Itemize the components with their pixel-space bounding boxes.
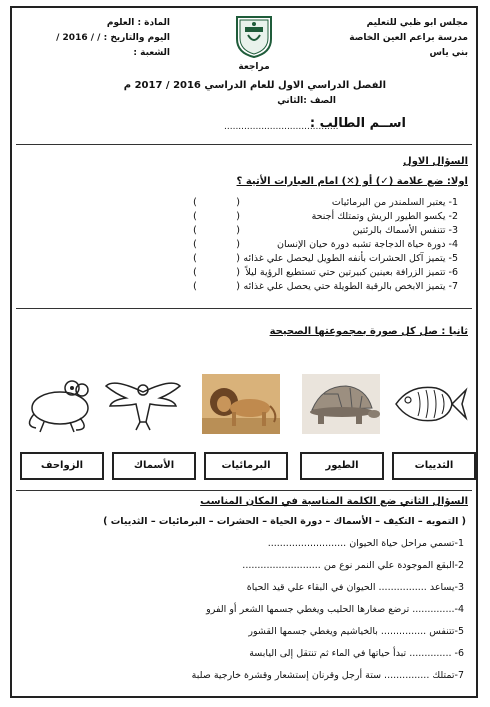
divider bbox=[16, 144, 472, 145]
list-item: 1- يعتبر السلمندر من البرمائيات ( ) bbox=[193, 197, 458, 208]
answer-box[interactable]: ( ) bbox=[193, 225, 258, 236]
list-item: 7- يتميز الابخص بالرقبة الطويلة حتي يحصل علي غذائه ( ) bbox=[193, 281, 458, 292]
label-reptiles[interactable]: الزواحف bbox=[20, 452, 104, 480]
section1-title: السؤال الاول bbox=[403, 156, 468, 167]
answer-box[interactable]: ( ) bbox=[193, 197, 258, 208]
student-name-field[interactable]: ........................................ bbox=[224, 122, 339, 132]
fish-icon bbox=[390, 374, 468, 434]
label-birds[interactable]: الطيور bbox=[300, 452, 384, 480]
review-label: مراجعة bbox=[238, 62, 270, 72]
school-name: مدرسة براعم العين الخاصة bbox=[349, 33, 468, 43]
label-fish[interactable]: الأسماك bbox=[112, 452, 196, 480]
fill-item[interactable]: 6- .............. تبدأ حياتها في الماء ثم تنتقل إلى اليابسة bbox=[249, 648, 464, 659]
list-item: 5- يتميز آكل الحشرات بأنفه الطويل ليحصل علي غذائه ( ) bbox=[193, 253, 458, 264]
fill-item[interactable]: 7-تمتلك ............... ستة أرجل وقرنان إستشعار وقشرة خارجية صلبة bbox=[191, 670, 464, 681]
answer-box[interactable]: ( ) bbox=[193, 281, 258, 292]
lion-icon bbox=[202, 374, 280, 434]
list-item: 3- تتنفس الأسماك بالرئتين ( ) bbox=[193, 225, 458, 236]
answer-box[interactable]: ( ) bbox=[193, 253, 258, 264]
fill-item[interactable]: 2-البقع الموجودة علي النمر نوع من .......................... bbox=[242, 560, 464, 571]
frog-icon bbox=[20, 374, 98, 434]
student-name-label: اســم الطالب : bbox=[309, 116, 406, 131]
fill-item[interactable]: 4-.............. ترضع صغارها الحليب ويغطي جسمها الشعر أو الفرو bbox=[206, 604, 464, 615]
section2-title: السؤال الثاني ضع الكلمة المناسبة في المكان المناسب bbox=[200, 496, 468, 507]
subject-field: المادة : العلوم bbox=[106, 18, 170, 28]
worksheet-page bbox=[10, 6, 478, 698]
fill-item[interactable]: 3-يساعد ................ الحيوان في البقاء علي قيد الحياة bbox=[246, 582, 464, 593]
fill-item[interactable]: 1-تسمي مراحل حياة الحيوان .......................... bbox=[267, 538, 464, 549]
list-item: 4- دورة حياة الدجاجة تشبه دورة حيان الإنسان ( ) bbox=[193, 239, 458, 250]
answer-box[interactable]: ( ) bbox=[193, 267, 258, 278]
school-logo-icon bbox=[231, 13, 277, 59]
list-item: 2- يكسو الطيور الريش وتمتلك أجنحة ( ) bbox=[193, 211, 458, 222]
part1-title: اولا: ضع علامة (✓) أو (✕) امام العبارات الأتية ؟ bbox=[236, 176, 468, 187]
turtle-icon bbox=[302, 374, 380, 434]
list-item: 6- تتميز الزرافة بعينين كبيرتين حتي تستطيع الرؤية ليلاً ( ) bbox=[193, 267, 458, 278]
council-name: مجلس ابو ظبي للتعليم bbox=[366, 18, 468, 28]
term-title: الفصل الدراسي الاول للعام الدراسي 2016 / 2017 م bbox=[123, 80, 386, 91]
answer-box[interactable]: ( ) bbox=[193, 211, 258, 222]
answer-box[interactable]: ( ) bbox=[193, 239, 258, 250]
divider bbox=[16, 308, 472, 309]
label-mammals[interactable]: الثدييات bbox=[392, 452, 476, 480]
fill-item[interactable]: 5-تتنفس ............... بالخياشيم ويغطي جسمها القشور bbox=[248, 626, 464, 637]
eagle-icon bbox=[104, 374, 182, 434]
label-amphibians[interactable]: البرمائيات bbox=[204, 452, 288, 480]
divider bbox=[16, 490, 472, 491]
word-bank: ( التمويه – التكيف – الأسماك – دورة الحياة – الحشرات – البرمائيات – الثدييات ) bbox=[103, 516, 466, 527]
section-field: الشعبة : bbox=[133, 48, 170, 58]
grade-label: الصف :الثاني bbox=[277, 96, 336, 106]
location: بني ياس bbox=[429, 48, 468, 58]
part2-title: ثانيا : صل كل صورة بمجموعتها الصحيحة bbox=[269, 326, 468, 337]
date-field: اليوم والتاريخ : / / 2016 / bbox=[56, 33, 170, 43]
